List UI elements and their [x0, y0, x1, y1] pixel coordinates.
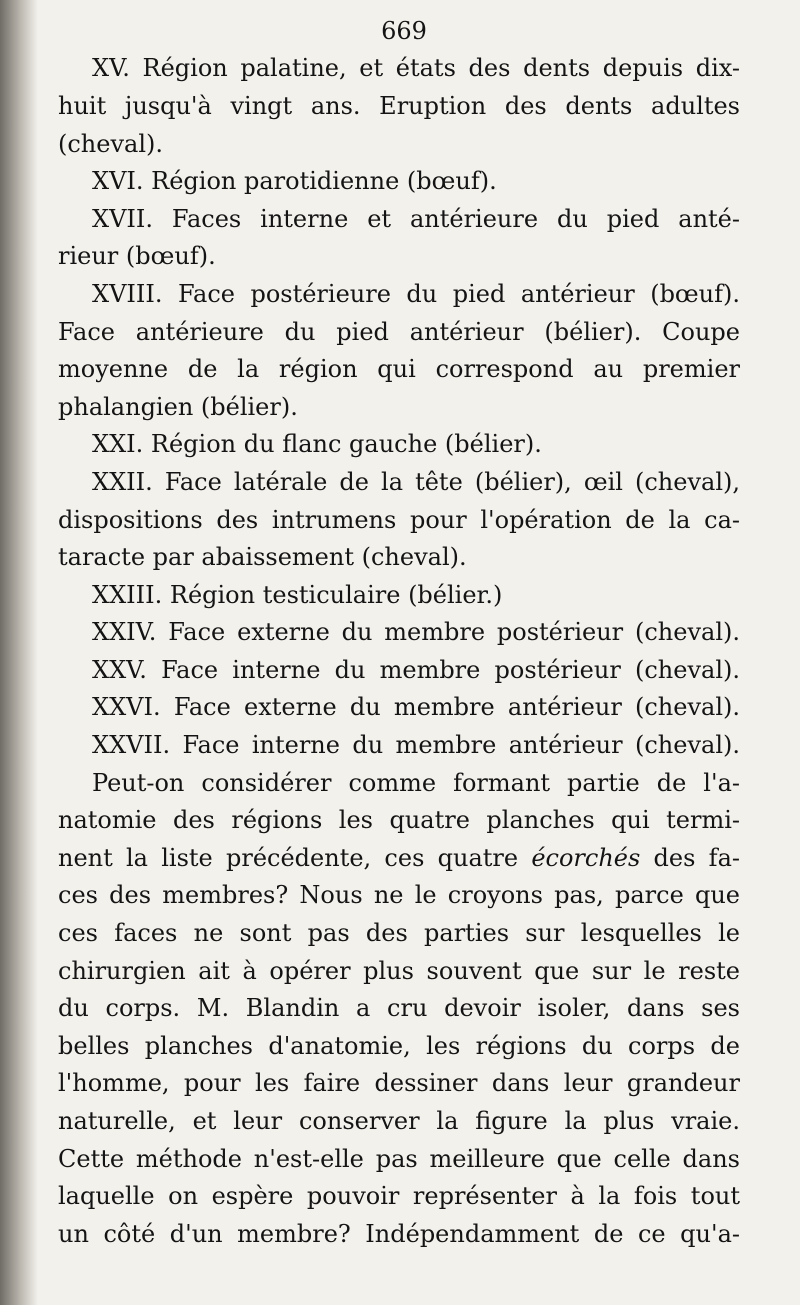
line-text: dispositions des intrumens pour l'opération de la ca-: [58, 505, 740, 534]
line-text: huit jusqu'à vingt ans. Eruption des dents adultes: [58, 91, 740, 120]
text-line: [58, 88, 740, 126]
text-line: [58, 727, 740, 765]
line-text: phalangien (bélier).: [58, 392, 298, 421]
line-text: Cette méthode n'est-elle pas meilleure que celle dans: [58, 1144, 740, 1173]
text-line: [58, 50, 740, 88]
text-line: [58, 464, 740, 502]
text-line: [58, 915, 740, 953]
text-line: [58, 765, 740, 803]
text-line: [58, 314, 740, 352]
line-text: naturelle, et leur conserver la figure la plus vraie.: [58, 1107, 740, 1136]
text-line: [58, 953, 740, 991]
line-text-after: des fa-: [640, 843, 740, 872]
text-line: [58, 877, 740, 915]
italic-word: écorchés: [531, 843, 641, 872]
page-number: 669: [381, 17, 427, 45]
line-text: rieur (bœuf).: [58, 242, 216, 271]
line-text: XV. Région palatine, et états des dents depuis dix-: [92, 54, 740, 83]
page-gutter-shadow: [0, 0, 38, 1305]
line-text: XXII. Face latérale de la tête (bélier), œil (cheval),: [92, 467, 740, 496]
line-text: belles planches d'anatomie, les régions du corps de: [58, 1031, 740, 1060]
text-line: [58, 502, 740, 540]
line-text: taracte par abaissement (cheval).: [58, 543, 467, 572]
line-text: natomie des régions les quatre planches qui termi-: [58, 806, 740, 835]
line-text: XVII. Faces interne et antérieure du pied anté-: [92, 204, 740, 233]
line-text: XXVII. Face interne du membre antérieur (cheval).: [92, 731, 740, 760]
text-line: [58, 652, 740, 690]
text-line: [58, 840, 740, 878]
line-text: moyenne de la région qui correspond au premier: [58, 355, 740, 384]
line-text: XXV. Face interne du membre postérieur (cheval).: [92, 655, 740, 684]
line-text: nent la liste précédente, ces quatre: [58, 843, 519, 872]
text-line: [58, 276, 740, 314]
text-line: [58, 1178, 740, 1216]
text-line: [58, 577, 740, 615]
text-line: [58, 126, 740, 164]
text-line: [58, 990, 740, 1028]
text-line: [58, 1028, 740, 1066]
line-text: Face antérieure du pied antérieur (bélier). Coupe: [58, 317, 740, 346]
line-text: l'homme, pour les faire dessiner dans leur grandeur: [58, 1069, 740, 1098]
text-line: [58, 201, 740, 239]
line-text: du corps. M. Blandin a cru devoir isoler, dans ses: [58, 994, 740, 1023]
text-line: [58, 614, 740, 652]
line-text: (cheval).: [58, 129, 163, 158]
text-line: [58, 1103, 740, 1141]
text-line: [58, 1216, 740, 1254]
line-text: ces faces ne sont pas des parties sur lesquelles le: [58, 919, 740, 948]
text-line: [58, 351, 740, 389]
text-block: [58, 50, 740, 1253]
line-text: XVIII. Face postérieure du pied antérieur (bœuf).: [92, 279, 740, 308]
text-line: [58, 539, 740, 577]
text-line: [58, 1065, 740, 1103]
text-line: [58, 802, 740, 840]
line-text: XXVI. Face externe du membre antérieur (cheval).: [92, 693, 740, 722]
text-line: [58, 163, 740, 201]
line-text: XXIV. Face externe du membre postérieur (cheval).: [92, 618, 740, 647]
text-line: [58, 426, 740, 464]
line-text: XVI. Région parotidienne (bœuf).: [92, 167, 497, 196]
line-text: ces des membres? Nous ne le croyons pas, parce que: [58, 881, 740, 910]
line-text: chirurgien ait à opérer plus souvent que sur le reste: [58, 956, 740, 985]
line-text: laquelle on espère pouvoir représenter à la fois tout: [58, 1182, 740, 1211]
text-line: [58, 689, 740, 727]
text-line: [58, 238, 740, 276]
line-text: XXI. Région du flanc gauche (bélier).: [92, 430, 542, 459]
text-line: [58, 1141, 740, 1179]
text-line: [58, 389, 740, 427]
line-text: Peut-on considérer comme formant partie de l'a-: [92, 768, 740, 797]
line-text: un côté d'un membre? Indépendamment de ce qu'a-: [58, 1219, 740, 1248]
line-text: XXIII. Région testiculaire (bélier.): [92, 580, 503, 609]
